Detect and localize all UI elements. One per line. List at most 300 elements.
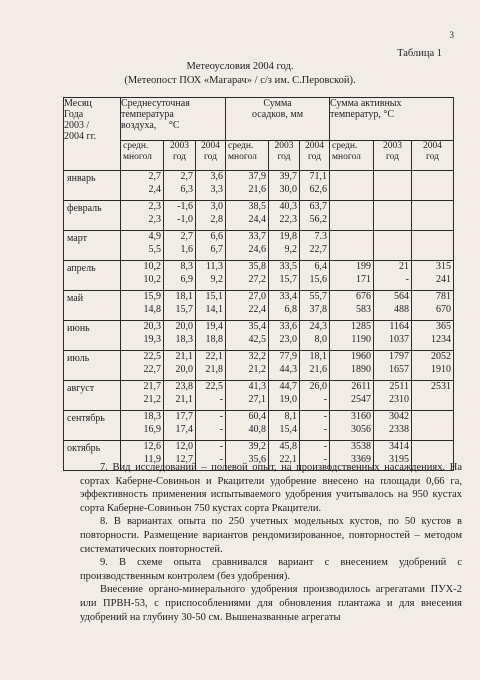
unit-celsius: °С <box>383 109 395 120</box>
value-cell <box>269 321 300 351</box>
value-cell <box>226 321 269 351</box>
value-cell <box>269 261 300 291</box>
cell-value: 18,3 <box>175 333 193 345</box>
cell-value: 15,6 <box>309 273 328 285</box>
cell-value: 11,3 <box>205 261 224 272</box>
cell-value <box>330 244 371 257</box>
cell-value: 6,7 <box>210 243 224 255</box>
value-cell <box>330 201 374 231</box>
month-cell: май <box>64 291 121 321</box>
value-cell <box>412 201 454 231</box>
value-cell <box>121 321 164 351</box>
value-cell <box>226 291 269 321</box>
cell-value: 37,9 <box>248 171 267 182</box>
value-cell <box>374 291 412 321</box>
cell-value: 365 <box>436 321 452 332</box>
cell-value: 564 <box>394 291 410 302</box>
cell-value: 15,4 <box>279 423 298 435</box>
cell-value <box>412 184 451 197</box>
value-cell <box>330 291 374 321</box>
cell-value: 3,3 <box>210 183 224 195</box>
cell-value: 2,4 <box>148 183 161 195</box>
cell-value: 2,8 <box>210 213 224 225</box>
cell-value: -1,0 <box>177 213 193 225</box>
cell-value: - <box>219 393 224 405</box>
cell-value: 23,0 <box>279 333 298 345</box>
value-cell <box>164 201 196 231</box>
cell-value: 22,4 <box>248 303 267 315</box>
header-avg-temperature: Среднесуточная температура воздуха, °С <box>121 98 226 141</box>
sub-avg: средн. многол <box>330 141 374 171</box>
cell-value: 26,0 <box>309 381 328 392</box>
cell-value: 12,0 <box>175 441 193 452</box>
cell-value: 3042 <box>389 411 410 422</box>
paragraph-8: 8. В вариантах опыта по 250 учетных модельных кустов, по 50 кустов в повторности. Размещение вариантов рендомизированное, повторностей – методом систематических повторностей. <box>80 516 462 555</box>
cell-value: 2052 <box>431 351 452 362</box>
header-active-temperatures: Сумма активных температур, °С <box>330 98 454 141</box>
cell-value: 19,4 <box>205 321 224 332</box>
cell-value: 14,1 <box>205 303 224 315</box>
cell-value: 18,3 <box>143 411 161 422</box>
cell-value: 2,7 <box>180 231 193 242</box>
value-cell <box>226 411 269 441</box>
cell-value: 8,0 <box>314 333 328 345</box>
cell-value: 2547 <box>351 393 372 405</box>
cell-value: 27,1 <box>248 393 267 405</box>
month-cell: октябрь <box>64 441 121 471</box>
sub-2003: 2003 год <box>269 141 300 171</box>
value-cell <box>269 231 300 261</box>
value-cell <box>196 231 226 261</box>
cell-value <box>412 424 451 437</box>
cell-value: 3,0 <box>210 201 224 212</box>
value-cell <box>330 261 374 291</box>
cell-value: 21,8 <box>205 363 224 375</box>
value-cell <box>226 171 269 201</box>
value-cell <box>121 261 164 291</box>
cell-value: 40,3 <box>279 201 298 212</box>
cell-value: 2511 <box>389 381 410 392</box>
value-cell <box>226 351 269 381</box>
table-title <box>0 60 480 88</box>
cell-value <box>374 184 409 197</box>
cell-value: 1,6 <box>180 243 193 255</box>
cell-value: 3,6 <box>210 171 224 182</box>
cell-value: 60,4 <box>248 411 267 422</box>
month-cell: апрель <box>64 261 121 291</box>
cell-value: 37,8 <box>309 303 328 315</box>
cell-value: - <box>323 411 328 422</box>
cell-value: 1890 <box>351 363 372 375</box>
cell-value: 1234 <box>431 333 452 345</box>
cell-value: 9,2 <box>284 243 298 255</box>
cell-value: 12,6 <box>143 441 161 452</box>
cell-value: 1190 <box>351 333 372 345</box>
cell-value: 44,7 <box>279 381 298 392</box>
cell-value: 315 <box>436 261 452 272</box>
cell-value: - <box>323 393 328 405</box>
sub-avg: средн. многол <box>121 141 164 171</box>
cell-value: 1037 <box>389 333 410 345</box>
value-cell <box>164 381 196 411</box>
value-cell <box>121 231 164 261</box>
cell-value <box>374 214 409 227</box>
cell-value: 4,9 <box>148 231 161 242</box>
cell-value: 1960 <box>351 351 372 362</box>
cell-value: 2,7 <box>148 171 161 182</box>
cell-value: 12,7 <box>175 453 193 465</box>
value-cell <box>330 411 374 441</box>
value-cell <box>196 201 226 231</box>
table-row <box>64 411 454 441</box>
cell-value: 39,2 <box>248 441 267 452</box>
cell-value: 42,5 <box>248 333 267 345</box>
cell-value: 24,6 <box>248 243 267 255</box>
value-cell <box>196 411 226 441</box>
cell-value: - <box>405 273 410 285</box>
value-cell <box>164 351 196 381</box>
value-cell <box>300 201 330 231</box>
cell-value: 33,7 <box>248 231 267 242</box>
value-cell <box>412 171 454 201</box>
value-cell <box>226 381 269 411</box>
cell-value: 3160 <box>351 411 372 422</box>
cell-value: 45,8 <box>279 441 298 452</box>
cell-value: 24,4 <box>248 213 267 225</box>
cell-value: 30,0 <box>279 183 298 195</box>
value-cell <box>226 261 269 291</box>
cell-value: 21 <box>399 261 410 272</box>
cell-value: 40,8 <box>248 423 267 435</box>
cell-value: - <box>219 453 224 465</box>
paragraph-7: 7. Вид исследований – полевой опыт, на производственных насаждениях. На сортах Каберне-Совиньон и Ркацители удобрение внесено на площади 0,66 га, эффективность применения испытываемого удобрения учитывалось на 950 кустах сорта Каберне-Совиньон 750 кустах сорта Ркацители. <box>80 462 462 514</box>
value-cell <box>196 351 226 381</box>
cell-value: 15,7 <box>279 273 298 285</box>
cell-value: 2,3 <box>148 213 161 225</box>
month-cell: февраль <box>64 201 121 231</box>
cell-value: 670 <box>436 303 452 315</box>
table-label: Таблица 1 <box>397 48 442 59</box>
cell-value <box>330 184 371 197</box>
cell-value: 20,3 <box>143 321 161 332</box>
cell-value: 3538 <box>351 441 372 452</box>
value-cell <box>196 261 226 291</box>
cell-value: 22,7 <box>143 363 161 375</box>
cell-value <box>330 171 371 184</box>
cell-value: 6,6 <box>210 231 224 242</box>
cell-value: 35,4 <box>248 321 267 332</box>
value-cell <box>269 201 300 231</box>
value-cell <box>330 321 374 351</box>
value-cell <box>300 321 330 351</box>
cell-value <box>412 394 451 407</box>
value-cell <box>330 171 374 201</box>
cell-value: 27,0 <box>248 291 267 302</box>
cell-value: 10,2 <box>143 273 161 285</box>
cell-value: 2,7 <box>180 171 193 182</box>
value-cell <box>374 171 412 201</box>
value-cell <box>412 231 454 261</box>
value-cell <box>269 381 300 411</box>
value-cell <box>330 351 374 381</box>
value-cell <box>300 381 330 411</box>
cell-value: 21,6 <box>248 183 267 195</box>
cell-value: 21,2 <box>248 363 267 375</box>
cell-value: 63,7 <box>309 201 328 212</box>
cell-value: 44,3 <box>279 363 298 375</box>
cell-value: 18,1 <box>175 291 193 302</box>
cell-value: 21,7 <box>143 381 161 392</box>
value-cell <box>330 231 374 261</box>
value-cell <box>412 261 454 291</box>
cell-value: 62,6 <box>309 183 328 195</box>
table-row <box>64 231 454 261</box>
cell-value: 15,7 <box>175 303 193 315</box>
cell-value: 3414 <box>389 441 410 452</box>
cell-value <box>412 244 451 257</box>
cell-value: - <box>219 411 224 422</box>
cell-value: 41,3 <box>248 381 267 392</box>
cell-value: 21,2 <box>143 393 161 405</box>
value-cell <box>300 411 330 441</box>
cell-value: 15,1 <box>205 291 224 302</box>
table-row <box>64 381 454 411</box>
value-cell <box>374 321 412 351</box>
cell-value: 22,5 <box>143 351 161 362</box>
cell-value: 8,3 <box>180 261 193 272</box>
cell-value: 241 <box>436 273 452 285</box>
cell-value: 21,1 <box>175 393 193 405</box>
cell-value <box>330 214 371 227</box>
value-cell <box>269 351 300 381</box>
cell-value: 21,1 <box>175 351 193 362</box>
cell-value: 16,9 <box>143 423 161 435</box>
cell-value: 33,5 <box>279 261 298 272</box>
value-cell <box>269 171 300 201</box>
value-cell <box>196 381 226 411</box>
cell-value: 1285 <box>351 321 372 332</box>
value-cell <box>374 381 412 411</box>
title-line-1: Метеоусловия 2004 год. <box>186 61 294 72</box>
cell-value <box>412 231 451 244</box>
value-cell <box>300 171 330 201</box>
cell-value: - <box>219 423 224 435</box>
table-row <box>64 321 454 351</box>
cell-value: 171 <box>356 273 372 285</box>
month-cell: сентябрь <box>64 411 121 441</box>
cell-value: - <box>323 453 328 465</box>
value-cell <box>196 321 226 351</box>
value-cell <box>374 411 412 441</box>
cell-value: 199 <box>356 261 372 272</box>
table-row <box>64 291 454 321</box>
cell-value <box>374 171 409 184</box>
cell-value: 1910 <box>431 363 452 375</box>
value-cell <box>269 411 300 441</box>
month-cell: июль <box>64 351 121 381</box>
cell-value: 33,4 <box>279 291 298 302</box>
sub-2004: 2004 год <box>196 141 226 171</box>
cell-value: 2,3 <box>148 201 161 212</box>
cell-value: 22,5 <box>205 381 224 392</box>
value-cell <box>164 171 196 201</box>
cell-value <box>412 441 451 454</box>
value-cell <box>196 171 226 201</box>
cell-value: 3195 <box>389 453 410 465</box>
month-cell: июнь <box>64 321 121 351</box>
cell-value: 1797 <box>389 351 410 362</box>
cell-value: 2338 <box>389 423 410 435</box>
value-cell <box>374 231 412 261</box>
cell-value <box>374 244 409 257</box>
cell-value: 3369 <box>351 453 372 465</box>
cell-value: 22,1 <box>205 351 224 362</box>
paragraph-fertilizer: Внесение органо-минерального удобрения производилось агрегатами ПУХ-2 или ПРВН-53, с приспособлениями для обновления плантажа и для внесения удобрений на глубину 30-50 см. Вышеназванные агрегаты <box>80 584 462 623</box>
cell-value: 7.3 <box>314 231 328 242</box>
cell-value: 20,0 <box>175 321 193 332</box>
cell-value: 10,2 <box>143 261 161 272</box>
cell-value <box>412 171 451 184</box>
table-row <box>64 351 454 381</box>
value-cell <box>300 291 330 321</box>
cell-value: -1,6 <box>177 201 193 212</box>
cell-value: 19,8 <box>279 231 298 242</box>
cell-value: 33,6 <box>279 321 298 332</box>
table-body <box>64 171 454 471</box>
value-cell <box>374 201 412 231</box>
cell-value: 6,9 <box>180 273 193 285</box>
value-cell <box>164 411 196 441</box>
cell-value: 19,0 <box>279 393 298 405</box>
cell-value: 6,3 <box>180 183 193 195</box>
value-cell <box>164 321 196 351</box>
value-cell <box>412 291 454 321</box>
table-row <box>64 261 454 291</box>
month-cell: март <box>64 231 121 261</box>
value-cell <box>121 291 164 321</box>
cell-value: 38,5 <box>248 201 267 212</box>
cell-value: 8,1 <box>284 411 298 422</box>
cell-value: 17,4 <box>175 423 193 435</box>
value-cell <box>269 291 300 321</box>
value-cell <box>121 201 164 231</box>
value-cell <box>121 411 164 441</box>
value-cell <box>300 231 330 261</box>
title-line-2: (Метеопост ПОХ «Магарач» / с/з им. С.Перовской). <box>124 75 356 86</box>
value-cell <box>226 231 269 261</box>
value-cell <box>164 291 196 321</box>
month-cell: август <box>64 381 121 411</box>
value-cell <box>412 321 454 351</box>
weather-table <box>63 97 454 471</box>
cell-value: - <box>219 441 224 452</box>
cell-value <box>412 411 451 424</box>
cell-value: 23,8 <box>175 381 193 392</box>
value-cell <box>226 201 269 231</box>
page-number: 3 <box>449 30 454 40</box>
value-cell <box>121 351 164 381</box>
cell-value: 39,7 <box>279 171 298 182</box>
cell-value: 22,7 <box>309 243 328 255</box>
cell-value <box>330 231 371 244</box>
cell-value: 5,5 <box>148 243 161 255</box>
cell-value: 19,3 <box>143 333 161 345</box>
value-cell <box>412 351 454 381</box>
unit-celsius: °С <box>168 120 180 131</box>
cell-value: 32,2 <box>248 351 267 362</box>
sub-avg: средн. многол <box>226 141 269 171</box>
cell-value: 488 <box>394 303 410 315</box>
cell-value: 22,3 <box>279 213 298 225</box>
header-precipitation: Сумма осадков, мм <box>226 98 330 141</box>
cell-value: 6,8 <box>284 303 298 315</box>
cell-value: 11,9 <box>143 453 161 465</box>
cell-value: 2310 <box>389 393 410 405</box>
cell-value: 35,6 <box>248 453 267 465</box>
table-row <box>64 201 454 231</box>
cell-value <box>412 214 451 227</box>
value-cell <box>121 381 164 411</box>
cell-value: 18,1 <box>309 351 328 362</box>
cell-value: 24,3 <box>309 321 328 332</box>
cell-value: 35,8 <box>248 261 267 272</box>
cell-value: 21,6 <box>309 363 328 375</box>
cell-value: 1657 <box>389 363 410 375</box>
sub-2004: 2004 год <box>300 141 330 171</box>
sub-2003: 2003 год <box>374 141 412 171</box>
cell-value: 27,2 <box>248 273 267 285</box>
cell-value: - <box>323 423 328 435</box>
cell-value: 20,0 <box>175 363 193 375</box>
value-cell <box>121 171 164 201</box>
sub-2003: 2003 год <box>164 141 196 171</box>
cell-value <box>374 201 409 214</box>
paragraph-9: 9. В схеме опыта сравнивался вариант с внесением удобрений с производственным контролем (без удобрения). <box>80 557 462 582</box>
cell-value <box>330 201 371 214</box>
value-cell <box>164 231 196 261</box>
value-cell <box>412 411 454 441</box>
sub-2004: 2004 год <box>412 141 454 171</box>
cell-value: 3056 <box>351 423 372 435</box>
cell-value: 2611 <box>351 381 372 392</box>
value-cell <box>374 261 412 291</box>
cell-value: 9,2 <box>210 273 224 285</box>
cell-value: 55,7 <box>309 291 328 302</box>
cell-value: 15,9 <box>143 291 161 302</box>
cell-value: 71,1 <box>309 171 328 182</box>
cell-value: 781 <box>436 291 452 302</box>
value-cell <box>164 261 196 291</box>
cell-value: 77,9 <box>279 351 298 362</box>
cell-value <box>412 201 451 214</box>
value-cell <box>300 261 330 291</box>
cell-value: 583 <box>356 303 372 315</box>
value-cell <box>300 351 330 381</box>
header-month: Месяц Года 2003 / 2004 гг. <box>64 98 121 171</box>
cell-value: 56,2 <box>309 213 328 225</box>
cell-value: 14,8 <box>143 303 161 315</box>
cell-value: 676 <box>356 291 372 302</box>
cell-value: 2531 <box>431 381 452 392</box>
month-cell: январь <box>64 171 121 201</box>
cell-value: 1164 <box>389 321 410 332</box>
cell-value: 18,8 <box>205 333 224 345</box>
table-row <box>64 171 454 201</box>
value-cell <box>412 381 454 411</box>
value-cell <box>374 351 412 381</box>
body-text <box>80 461 462 624</box>
cell-value: 6,4 <box>314 261 328 272</box>
